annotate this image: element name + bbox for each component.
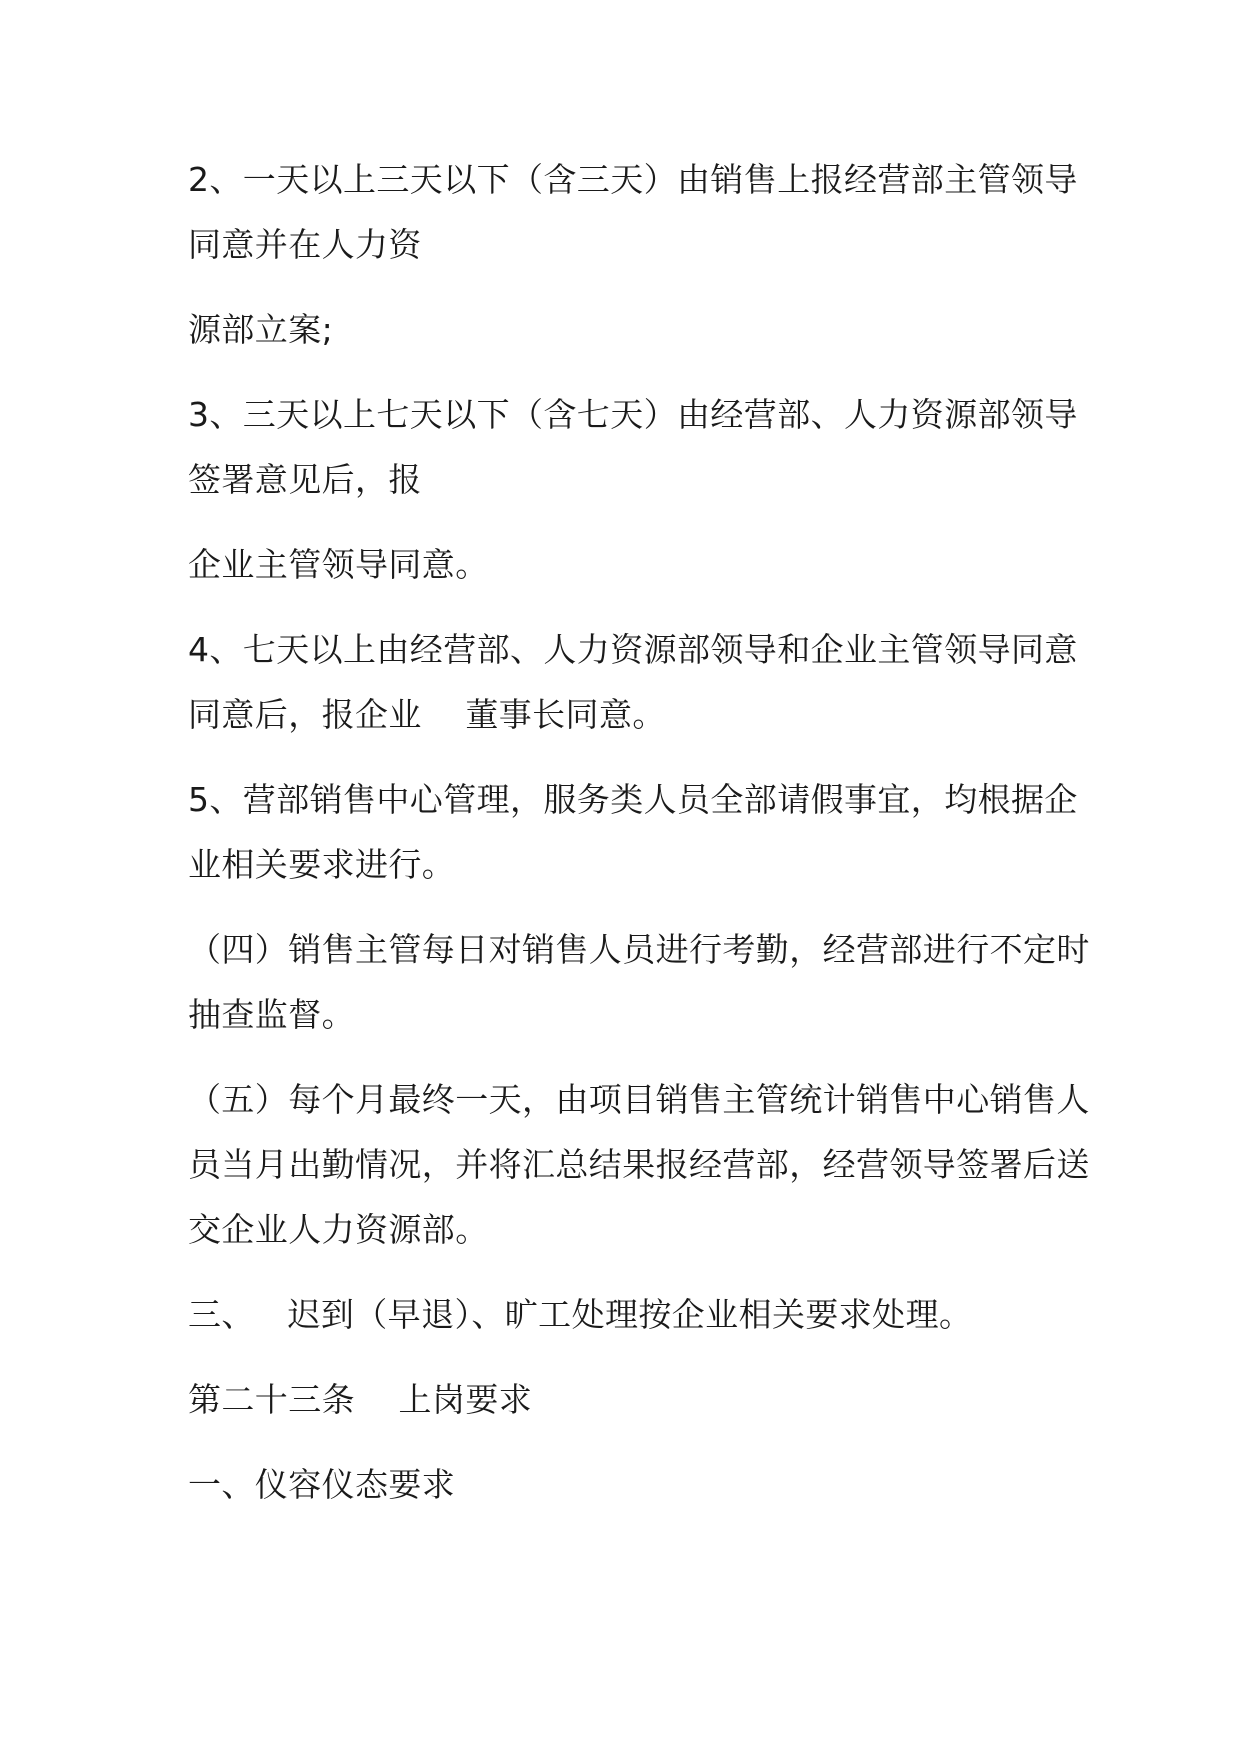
text-line: 企业主管领导同意。 (188, 545, 489, 584)
text-line: 5、营部销售中心管理，服务类人员全部请假事宜，均根据企 (188, 780, 1078, 819)
text-line: 同意后，报企业 董事长同意。 (188, 695, 666, 734)
text-line: 交企业人力资源部。 (188, 1210, 489, 1249)
text-line: 源部立案; (188, 310, 334, 349)
text-line: 三、 迟到（早退）、旷工处理按企业相关要求处理。 (188, 1295, 973, 1334)
text-line: 4、七天以上由经营部、人力资源部领导和企业主管领导同意 (188, 630, 1078, 669)
text-line: 抽查监督。 (188, 995, 355, 1034)
text-line: 同意并在人力资 (188, 225, 422, 264)
text-line: （四）销售主管每日对销售人员进行考勤，经营部进行不定时 (188, 930, 1090, 969)
text-line: 第二十三条 上岗要求 (188, 1380, 533, 1419)
text-line: 一、仪容仪态要求 (188, 1465, 456, 1504)
text-line: 3、三天以上七天以下（含七天）由经营部、人力资源部领导 (188, 395, 1078, 434)
text-line: 2、一天以上三天以下（含三天）由销售上报经营部主管领导 (188, 160, 1078, 199)
text-line: 签署意见后，报 (188, 460, 422, 499)
text-line: 业相关要求进行。 (188, 845, 456, 884)
text-line: 员当月出勤情况，并将汇总结果报经营部，经营领导签署后送 (188, 1145, 1090, 1184)
text-line: （五）每个月最终一天，由项目销售主管统计销售中心销售人 (188, 1080, 1090, 1119)
